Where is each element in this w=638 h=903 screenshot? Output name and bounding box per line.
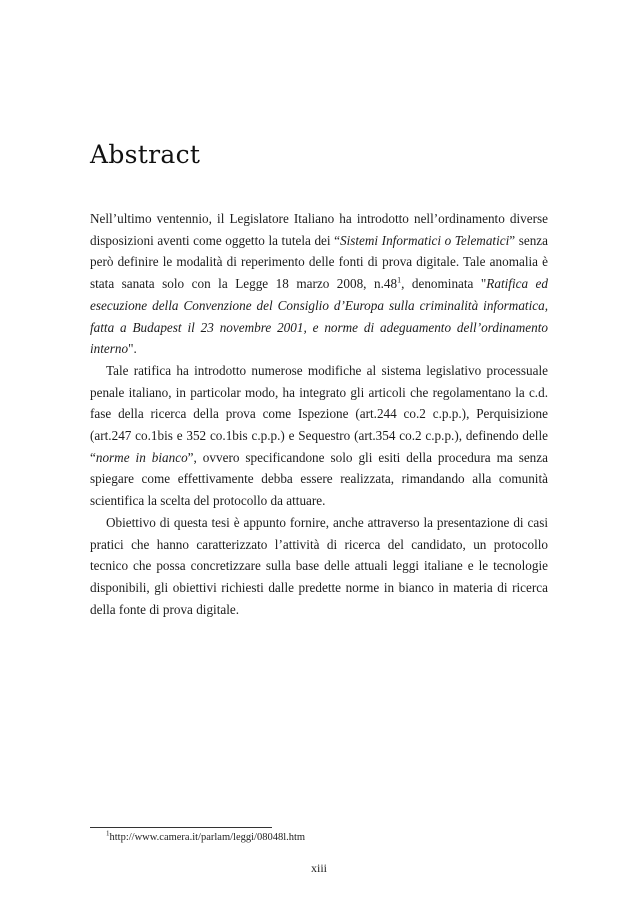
- paragraph-3: [90, 512, 548, 621]
- footnote-mark: 1: [106, 829, 110, 838]
- paragraph-2-italic-1: norme in bianco: [95, 449, 188, 465]
- page-number: xiii: [310, 861, 327, 875]
- paragraph-1: [90, 208, 548, 360]
- paragraph-3-text-1: Obiettivo di questa tesi è appunto fornire, anche attraverso la presentazione di casi pratici che hanno caratterizzato l’attività di ricerca del candidato, un protocollo tecnico che possa concretizzare sulla base delle attuali leggi italiane e le tecnologie disponibili, gli obiettivi richiesti dalle predette norme in bianco in materia di ricerca della fonte di prova digitale.: [90, 514, 548, 617]
- paragraph-2-text-2: ”, ovvero specificandone solo gli esiti della procedura ma senza spiegare come effettivamente debba essere realizzata, rimandando alla comunità scientifica la scelta del protocollo da attuare.: [90, 449, 548, 509]
- footnote: [106, 829, 306, 843]
- paragraph-1-italic-2: Ratifica ed esecuzione della Convenzione del Consiglio d’Europa sulla criminalità informatica, fatta a Budapest il 23 novembre 2001, e norme di adeguamento dell’ordinamento interno: [90, 276, 549, 357]
- paragraph-1-text-4: ".: [128, 341, 137, 357]
- abstract-body: [90, 208, 548, 620]
- paragraph-2: [90, 360, 548, 512]
- paragraph-1-text-2: ” senza però definire le modalità di reperimento delle fonti di prova digitale. Tale anomalia è stata sanata solo con la Legge 18 marzo 2008, n.48: [90, 232, 548, 292]
- paragraph-2-text-1: Tale ratifica ha introdotto numerose modifiche al sistema legislativo processuale penale italiano, in particolar modo, ha integrato gli articoli che regolamentano la c.d. fase della ricerca della prova come Ispezione (art.244 co.2 c.p.p.), Perquisizione (art.247 co.1bis e 352 co.1bis c.p.p.) e Sequestro (art.354 co.2 c.p.p.), definendo delle “: [90, 362, 548, 465]
- footnote-divider: [90, 827, 272, 828]
- footnote-reference[interactable]: 1: [397, 275, 402, 285]
- page-title: Abstract: [90, 140, 201, 169]
- paragraph-1-text-3: , denominata ": [401, 276, 487, 292]
- footnote-link[interactable]: http://www.camera.it/parlam/leggi/08048l.htm: [109, 832, 306, 843]
- paragraph-1-italic-1: Sistemi Informatici o Telematici: [340, 232, 510, 248]
- paragraph-1-text-1: Nell’ultimo ventennio, il Legislatore Italiano ha introdotto nell’ordinamento diverse disposizioni aventi come oggetto la tutela dei “: [90, 211, 548, 248]
